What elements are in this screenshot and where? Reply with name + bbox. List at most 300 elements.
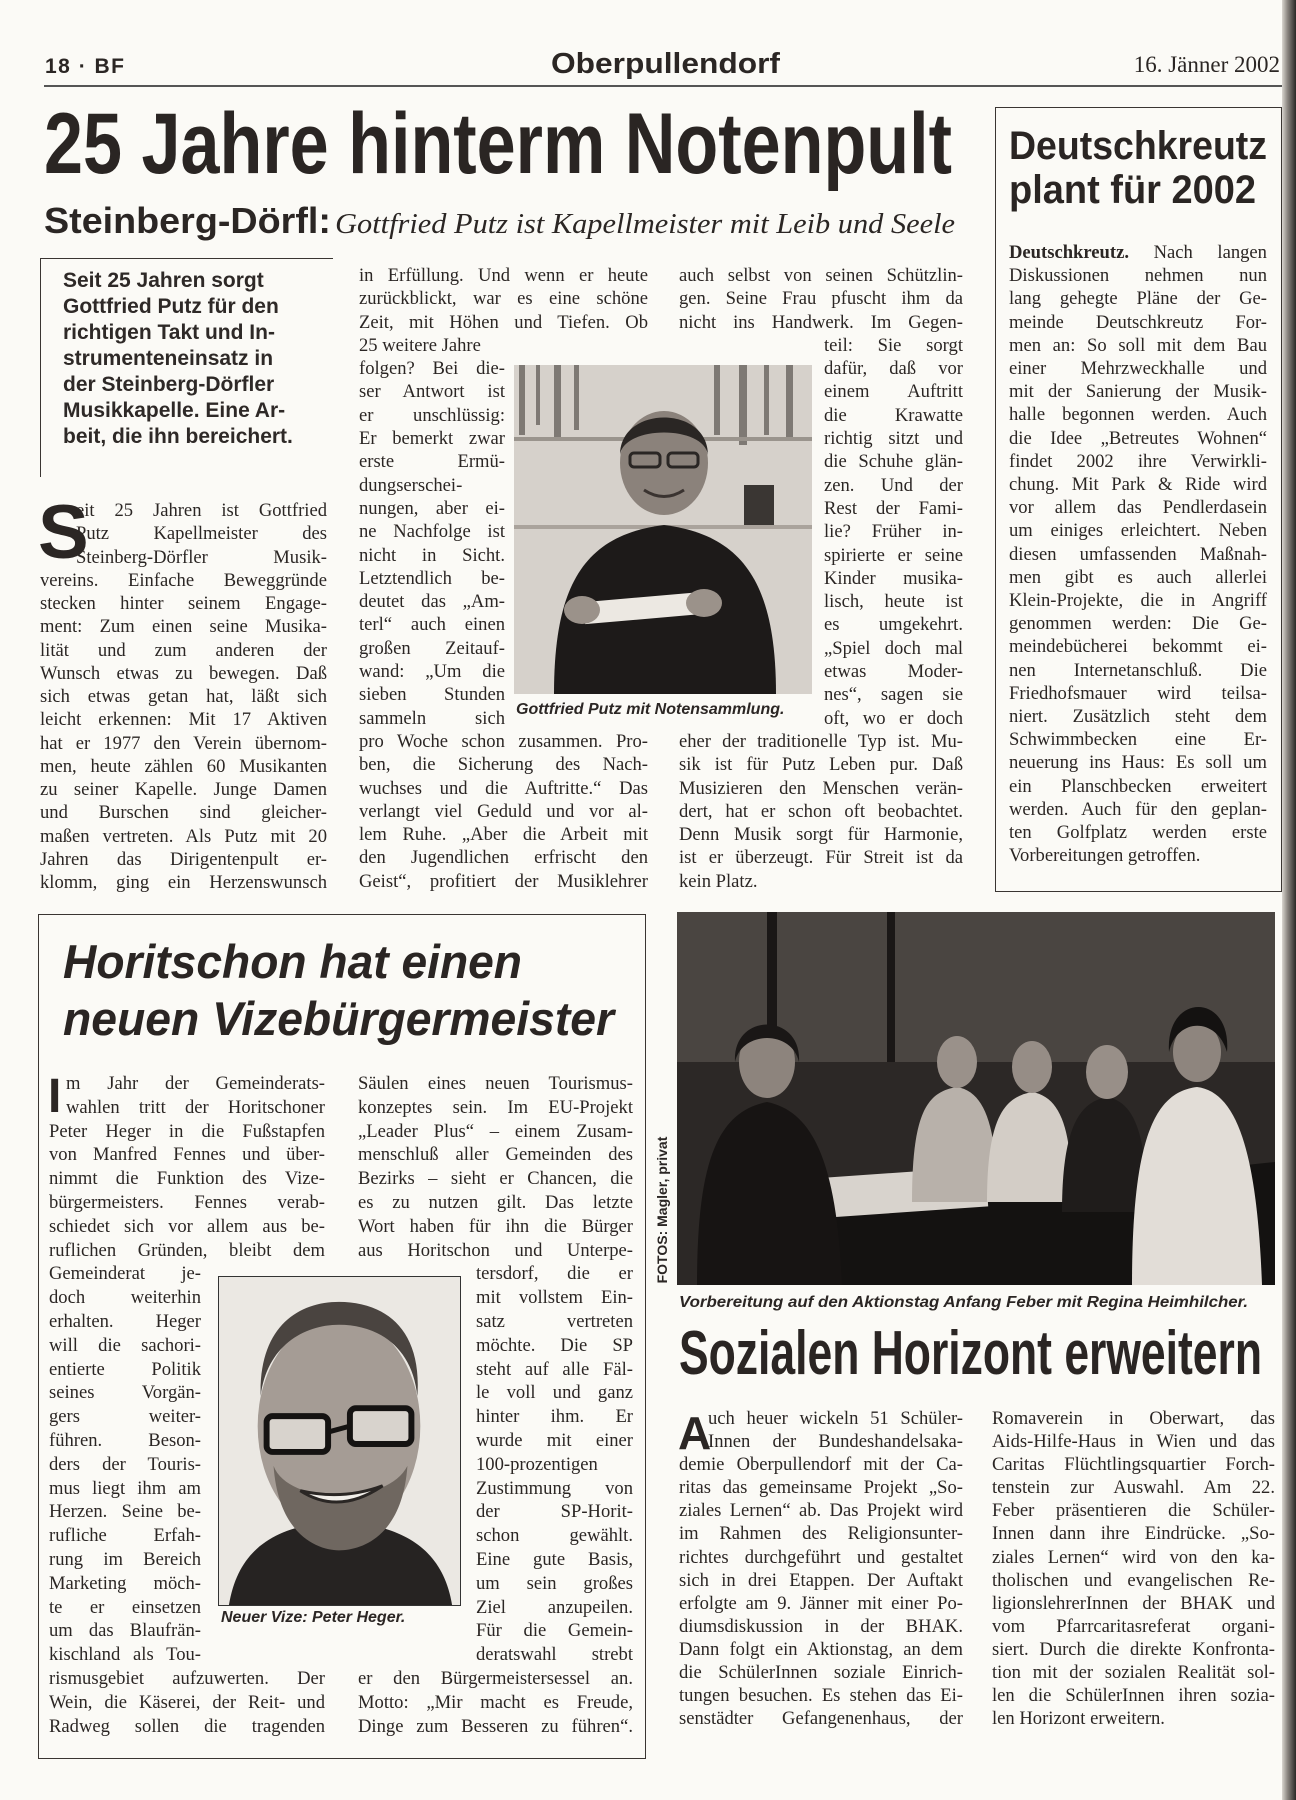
line-text: men an: So soll mit dem Bau <box>1009 334 1267 356</box>
text-line <box>476 1429 633 1453</box>
line-text: mus liegt ihm am <box>49 1477 201 1499</box>
text-line <box>476 1524 633 1548</box>
line-text: Denn Musik sorgt für Harmonie, <box>679 824 963 846</box>
line-text: nungen, aber ei- <box>359 497 505 519</box>
line-text: einem Auftritt <box>824 381 963 403</box>
line-text: meindebücherei bekommt ei- <box>1009 636 1267 658</box>
text-line <box>359 567 505 590</box>
line-text: rismusgebiet aufzuwerten. Der <box>49 1667 325 1689</box>
text-line <box>476 1262 633 1286</box>
line-text: ligionslehrerInnen der BHAK und <box>992 1592 1275 1614</box>
line-text: doch weiterhin <box>49 1287 201 1309</box>
text-line <box>49 1572 201 1596</box>
line-text: seines Vorgän- <box>49 1382 201 1404</box>
page-binding-shadow <box>1282 0 1296 1800</box>
text-line <box>358 1120 633 1144</box>
line-text: Radweg sollen die tragenden <box>49 1715 325 1737</box>
text-line <box>49 1310 201 1334</box>
text-line <box>358 1667 633 1691</box>
text-line <box>358 1691 633 1715</box>
line-text: Diskussionen nehmen nun <box>1009 265 1267 287</box>
photo-peter-heger <box>218 1276 461 1606</box>
line-text: will die sachori- <box>49 1334 201 1356</box>
line-text: hat er 1977 den Verein übernom- <box>40 732 327 754</box>
lead-line: richtigen Takt und In- <box>63 321 275 344</box>
lead-line: Seit 25 Jahren sorgt <box>63 269 264 292</box>
line-text: ten Golfplatz werden erste <box>1009 822 1267 844</box>
line-text: uch heuer wickeln 51 Schüler- <box>708 1408 963 1429</box>
text-line <box>359 730 648 753</box>
photo-credit: FOTOS: Magler, privat <box>654 1136 670 1284</box>
text-line <box>49 1334 201 1358</box>
line-text: klomm, ging ein Herzenswunsch <box>40 872 327 893</box>
text-line <box>1009 519 1267 542</box>
line-text: Musizieren den Menschen verän- <box>679 777 963 799</box>
line-text: teil: Sie sorgt <box>824 334 963 356</box>
sidebar-body <box>1009 241 1267 867</box>
text-line <box>824 497 963 520</box>
line-text: auch selbst von seinen Schützlin- <box>679 265 963 286</box>
text-line <box>49 1429 201 1453</box>
text-line <box>359 613 505 636</box>
line-text: halle begonnen werden. Auch <box>1009 404 1267 426</box>
text-line <box>359 753 648 776</box>
line-text: aus Horitschon und Unterpe- <box>358 1239 633 1261</box>
line-text: Gemeinderat je- <box>49 1263 201 1285</box>
text-line <box>679 1684 963 1707</box>
text-line <box>992 1430 1275 1453</box>
text-line <box>824 683 963 706</box>
line-text: dafür, daß vor <box>824 358 963 380</box>
text-line <box>49 1596 201 1620</box>
text-line <box>992 1569 1275 1592</box>
text-line <box>824 567 963 590</box>
article3-column-1 <box>679 1407 963 1730</box>
line-text: Putz Kapellmeister des <box>76 523 327 545</box>
line-text: lisch, heute ist <box>824 591 963 613</box>
article2-headline <box>63 933 623 1047</box>
text-line <box>49 1524 201 1548</box>
text-line <box>824 613 963 636</box>
line-text: ser Antwort ist <box>359 381 505 403</box>
line-text: lang gehegte Pläne der Ge- <box>1009 288 1267 310</box>
text-line <box>359 544 505 567</box>
line-text: Zeit, mit Höhen und Tiefen. Ob <box>359 311 648 333</box>
line-text: neuerung ins Haus: Es soll um <box>1009 752 1267 774</box>
text-line <box>49 1286 201 1310</box>
line-text: möchte. Die SP <box>476 1334 633 1356</box>
line-text: nen Internetanschluß. Die <box>1009 659 1267 681</box>
photo-caption: Neuer Vize: Peter Heger. <box>221 1609 406 1626</box>
line-text: Bezirks – sieht er Chancen, die <box>358 1168 633 1190</box>
text-line <box>679 846 963 869</box>
line-text: deutet das „Am- <box>359 591 505 613</box>
line-text: wuchses und die Auftritte.“ Das <box>359 777 648 799</box>
line-text: ziales Lernen“ wird von den ka- <box>992 1546 1275 1568</box>
text-line <box>49 1715 325 1739</box>
line-text: ment: Zum einen seine Musika- <box>40 616 327 638</box>
line-text: lie? Früher in- <box>824 521 963 543</box>
line-text: gen. Seine Frau pfuscht ihm da <box>679 288 963 310</box>
text-line <box>679 870 963 893</box>
text-line <box>49 1191 325 1215</box>
line-text: pro Woche schon zusammen. Pro- <box>359 730 648 752</box>
line-text: Säulen eines neuen Tourismus- <box>358 1073 633 1094</box>
line-text: Motto: „Mir macht es Freude, <box>358 1691 633 1713</box>
text-line <box>1009 496 1267 519</box>
text-line <box>679 1638 963 1661</box>
text-line <box>992 1499 1275 1522</box>
line-text: richtes durchgeführt und gestaltet <box>679 1546 963 1568</box>
text-line <box>679 1569 963 1592</box>
line-text: tholischen und evangelischen Re- <box>992 1569 1275 1591</box>
headline-text: Sozialen Horizont erweitern <box>679 1319 1262 1388</box>
line-text: zen. Und der <box>824 474 963 496</box>
text-line <box>1009 821 1267 844</box>
text-line <box>824 590 963 613</box>
text-line <box>679 1661 963 1684</box>
text-line <box>1009 798 1267 821</box>
line-text: von Manfred Fennes und über- <box>49 1144 325 1166</box>
line-text: mit der Sanierung der Musik- <box>1009 381 1267 403</box>
text-line <box>40 732 327 755</box>
line-text: die Idee „Betreutes Wohnen“ <box>1009 427 1267 449</box>
text-line <box>824 707 963 730</box>
line-text: Feber präsentieren die Schüler- <box>992 1500 1275 1522</box>
text-line <box>40 569 327 592</box>
line-text: gers weiter- <box>49 1406 201 1428</box>
line-text: menschluß aller Gemeinden des <box>358 1144 633 1166</box>
text-line <box>49 1548 201 1572</box>
line-text: Ziel anzupeilen. <box>476 1596 633 1618</box>
line-text: Vorbereitungen getroffen. <box>1009 845 1201 867</box>
text-line <box>1009 589 1267 612</box>
line-text: men gibt es auch allerlei <box>1009 566 1267 588</box>
line-text: im Rahmen des Religionsunter- <box>679 1523 963 1545</box>
lead-line: beit, die ihn bereichert. <box>63 425 293 448</box>
text-line <box>49 1120 325 1144</box>
text-line <box>824 404 963 427</box>
line-text: zurückblickt, war es eine schöne <box>359 288 648 310</box>
line-text: Friedhofsmauer wird teilsa- <box>1009 682 1267 704</box>
text-line <box>359 870 648 893</box>
line-text: te er einsetzen <box>49 1596 201 1618</box>
lead-line: strumenteneinsatz in <box>63 347 274 370</box>
line-text: tion mit der sozialen Realität sol- <box>992 1662 1275 1684</box>
text-line <box>679 1707 963 1730</box>
sidebar-headline-line: Deutschkreutz <box>1009 124 1267 168</box>
line-text: nimmt die Funktion des Vize- <box>49 1168 325 1190</box>
text-line <box>359 287 648 310</box>
line-text: Letztendlich be- <box>359 567 505 589</box>
text-line <box>359 450 505 473</box>
text-line <box>679 730 963 753</box>
text-line <box>824 474 963 497</box>
line-text: nicht in Sicht. <box>359 544 505 566</box>
text-line <box>49 1381 201 1405</box>
text-line <box>824 357 963 380</box>
line-text: m Jahr der Gemeinderats- <box>66 1073 325 1094</box>
text-line <box>1009 311 1267 334</box>
line-text: Aids-Hilfe-Haus in Wien und das <box>992 1431 1275 1453</box>
text-line <box>359 683 505 706</box>
text-line <box>679 1499 963 1522</box>
text-line <box>992 1407 1275 1430</box>
line-text: Jahren das Dirigentenpult er- <box>40 848 327 870</box>
text-line <box>476 1405 633 1429</box>
line-text: „Spiel doch mal <box>824 637 963 659</box>
text-line <box>476 1596 633 1620</box>
text-line <box>359 497 505 520</box>
line-text: Marketing möch- <box>49 1572 201 1594</box>
line-text: ders der Touris- <box>49 1453 201 1475</box>
text-line <box>824 380 963 403</box>
text-line <box>476 1500 633 1524</box>
line-text: eit 25 Jahren ist Gottfried <box>76 500 327 521</box>
line-text: Wunsch etwas zu bewegen. Daß <box>40 662 327 684</box>
text-line <box>49 1358 201 1382</box>
text-line <box>1009 844 1267 867</box>
line-text: er den Bürgermeistersessel an. <box>358 1667 633 1689</box>
line-text: Für die Gemein- <box>476 1620 633 1642</box>
text-line <box>679 823 963 846</box>
line-text: findet 2002 ihre Verwirkli- <box>1009 450 1267 472</box>
line-text: konzeptes sein. Im EU-Projekt <box>358 1096 633 1118</box>
text-line <box>66 1096 325 1120</box>
line-text: Nach langen <box>1153 242 1267 263</box>
article2-headline-line: neuen Vizebürgermeister <box>63 992 614 1045</box>
line-text: Eine gute Basis, <box>476 1548 633 1570</box>
text-line <box>992 1592 1275 1615</box>
drop-cap: I <box>48 1070 62 1123</box>
line-text: den Jugendlichen erfrischt den <box>359 847 648 869</box>
text-line <box>1009 659 1267 682</box>
text-line <box>49 1143 325 1167</box>
text-line <box>708 1407 963 1430</box>
line-text: tersdorf, die er <box>476 1263 633 1285</box>
line-text: Rest der Fami- <box>824 497 963 519</box>
text-line <box>76 522 327 545</box>
text-line <box>992 1661 1275 1684</box>
line-text: Dinge zum Besseren zu führen“. <box>358 1715 633 1737</box>
line-text: wand: „Um die <box>359 661 505 683</box>
line-text: kischland als Tou- <box>49 1644 201 1666</box>
line-text: dert, hat er schon oft beobachtet. <box>679 800 963 822</box>
text-line <box>49 1405 201 1429</box>
text-line <box>992 1476 1275 1499</box>
text-line <box>476 1358 633 1382</box>
text-line <box>358 1143 633 1167</box>
text-line <box>679 800 963 823</box>
line-text: sich etwas getan hat, läßt sich <box>40 686 327 707</box>
text-line <box>359 334 505 357</box>
line-text: lem Ruhe. „Aber die Arbeit mit <box>359 824 648 846</box>
sidebar-headline <box>1009 124 1285 212</box>
text-line <box>1009 612 1267 635</box>
text-line <box>358 1715 633 1739</box>
photo-caption <box>679 1294 1248 1312</box>
text-line <box>40 801 327 824</box>
text-line <box>679 1592 963 1615</box>
article3-column-2 <box>992 1407 1275 1730</box>
line-text: ziales Lernen“ ab. Das Projekt wird <box>679 1500 963 1522</box>
text-line <box>1009 287 1267 310</box>
line-text: werden. Auch für den geplan- <box>1009 798 1267 820</box>
text-line <box>824 520 963 543</box>
line-text: führen. Beson- <box>49 1429 201 1451</box>
text-line <box>49 1239 325 1263</box>
line-text: Geist“, profitiert der Musiklehrer <box>359 870 648 892</box>
line-text: chung. Mit Park & Ride wird <box>1009 474 1267 496</box>
line-text: rung im Bereich <box>49 1548 201 1570</box>
line-text: folgen? Bei die- <box>359 358 505 380</box>
text-line <box>1009 264 1267 287</box>
line-text: siert. Durch die direkte Konfronta- <box>992 1638 1275 1660</box>
lead-paragraph <box>63 268 293 450</box>
line-text: len Horizont erweitern. <box>992 1708 1165 1730</box>
text-line <box>1009 380 1267 403</box>
line-text: Innen dann ihre Eindrücke. „So- <box>992 1523 1275 1545</box>
line-text: Wort haben für ihn die Bürger <box>358 1215 633 1237</box>
line-text: kein Platz. <box>679 870 758 892</box>
line-text: verlangt viel Geduld und vor al- <box>359 800 648 822</box>
text-line <box>40 778 327 801</box>
line-text: „Leader Plus“ – einem Zusam- <box>358 1120 633 1142</box>
text-line <box>49 1691 325 1715</box>
article-subheadline <box>44 200 956 241</box>
line-text: ben, die Sicherung des Nach- <box>359 754 648 776</box>
line-text: erfolgte am 9. Jänner mit einer Po- <box>679 1592 963 1614</box>
line-text: in Erfüllung. Und wenn er heute <box>359 265 648 286</box>
line-text: Innen der Bundeshandelsaka- <box>708 1431 963 1453</box>
line-text: ritas das gemeinsame Projekt „So- <box>679 1477 963 1499</box>
line-text: hinter ihm. Er <box>476 1406 633 1428</box>
text-line <box>358 1072 633 1096</box>
text-line <box>1009 728 1267 751</box>
text-line <box>40 615 327 638</box>
text-line <box>992 1522 1275 1545</box>
line-text: die Schuhe glän- <box>824 451 963 473</box>
text-line <box>679 311 963 334</box>
text-line <box>359 474 505 497</box>
text-line <box>679 1615 963 1638</box>
text-line <box>49 1262 201 1286</box>
line-text: es umgekehrt. <box>824 614 963 636</box>
text-line <box>40 708 327 731</box>
line-text: 100-prozentigen <box>476 1453 598 1475</box>
line-text: die SchülerInnen soziale Einrich- <box>679 1662 963 1684</box>
text-line <box>1009 775 1267 798</box>
line-text: tenstein zur Auswahl. Am 22. <box>992 1477 1275 1499</box>
text-line <box>476 1453 633 1477</box>
text-line <box>708 1430 963 1453</box>
line-text: le voll und ganz <box>476 1382 633 1404</box>
dateline: Deutschkreutz. <box>1009 242 1129 263</box>
line-text: leicht erkennen: Mit 17 Aktiven <box>40 709 327 731</box>
line-text: Zustimmung von <box>476 1477 633 1499</box>
text-line <box>1009 705 1267 728</box>
line-text: schiedet sich vor allem aus be- <box>49 1215 325 1237</box>
text-line <box>1009 635 1267 658</box>
text-line <box>476 1477 633 1501</box>
line-text: genommen werden: Die Ge- <box>1009 613 1267 635</box>
line-text: maßen vertreten. Als Putz mit 20 <box>40 825 327 847</box>
text-line <box>359 427 505 450</box>
text-line <box>359 846 648 869</box>
line-text: erhalten. Heger <box>49 1310 201 1332</box>
text-line <box>49 1477 201 1501</box>
line-text: wahlen tritt der Horitschoner <box>66 1096 325 1118</box>
subhead: Gottfried Putz ist Kapellmeister mit Leib und Seele <box>335 208 956 240</box>
line-text: 25 weitere Jahre <box>359 334 481 356</box>
text-line <box>824 334 963 357</box>
line-text: sich in drei Etappen. Der Auftakt <box>679 1569 963 1591</box>
line-text: Herzen. Seine be- <box>49 1501 201 1523</box>
text-line <box>476 1334 633 1358</box>
line-text: vor allem das Pendlerdasein <box>1009 497 1267 519</box>
text-line <box>76 546 327 569</box>
text-line <box>1009 543 1267 566</box>
photo-caption-text: Vorbereitung auf den Aktionstag Anfang Feber mit Regina Heimhilcher. <box>679 1294 1248 1311</box>
text-line <box>1009 682 1267 705</box>
text-line <box>359 777 648 800</box>
header-rule <box>44 85 1282 87</box>
article-headline <box>44 96 1157 192</box>
line-text: wurde mit einer <box>476 1429 633 1451</box>
line-text: senstädter Gefangenenhaus, der <box>679 1708 963 1730</box>
text-line <box>476 1310 633 1334</box>
text-line <box>679 1453 963 1476</box>
text-line <box>359 590 505 613</box>
text-line <box>66 1072 325 1096</box>
line-text: die Krawatte <box>824 404 963 426</box>
text-line <box>49 1167 325 1191</box>
line-text: Peter Heger in die Fußstapfen <box>49 1120 325 1142</box>
line-text: es zu nutzen gilt. Das letzte <box>358 1191 633 1213</box>
text-line <box>1009 403 1267 426</box>
line-text: diumsdiskussion in der BHAK. <box>679 1615 963 1637</box>
line-text: sik ist für Putz Leben pur. Daß <box>679 754 963 776</box>
lead-line: Musikkapelle. Eine Ar- <box>63 399 286 422</box>
line-text: Er bemerkt zwar <box>359 428 505 450</box>
text-line <box>359 404 505 427</box>
line-text: steht auf alle Fäl- <box>476 1358 633 1380</box>
text-line <box>476 1572 633 1596</box>
text-line <box>992 1684 1275 1707</box>
line-text: oft, wo er doch <box>824 707 963 729</box>
line-text: vom Pfarrcaritasreferat organi- <box>992 1615 1275 1637</box>
text-line <box>359 637 505 660</box>
line-text: deratswahl strebt <box>476 1644 633 1666</box>
line-text: und Burschen sind gleicher- <box>40 802 327 824</box>
text-line <box>824 450 963 473</box>
article3-headline <box>679 1319 1296 1388</box>
text-line <box>40 825 327 848</box>
lead-line: Gottfried Putz für den <box>63 295 279 318</box>
line-text: mit vollstem Ein- <box>476 1287 633 1309</box>
text-line <box>824 637 963 660</box>
text-line <box>679 753 963 776</box>
section-title <box>551 48 780 81</box>
line-text: erste Ermü- <box>359 451 505 473</box>
line-text: spirierte er seine <box>824 544 963 566</box>
line-text: rufliche Erfah- <box>49 1525 201 1547</box>
line-text: Romaverein in Oberwart, das <box>992 1408 1275 1429</box>
text-line <box>992 1453 1275 1476</box>
line-text: um einiges erleichtert. Neben <box>1009 520 1267 542</box>
text-line <box>358 1167 633 1191</box>
line-text: stecken hinter seinem Engage- <box>40 593 327 614</box>
